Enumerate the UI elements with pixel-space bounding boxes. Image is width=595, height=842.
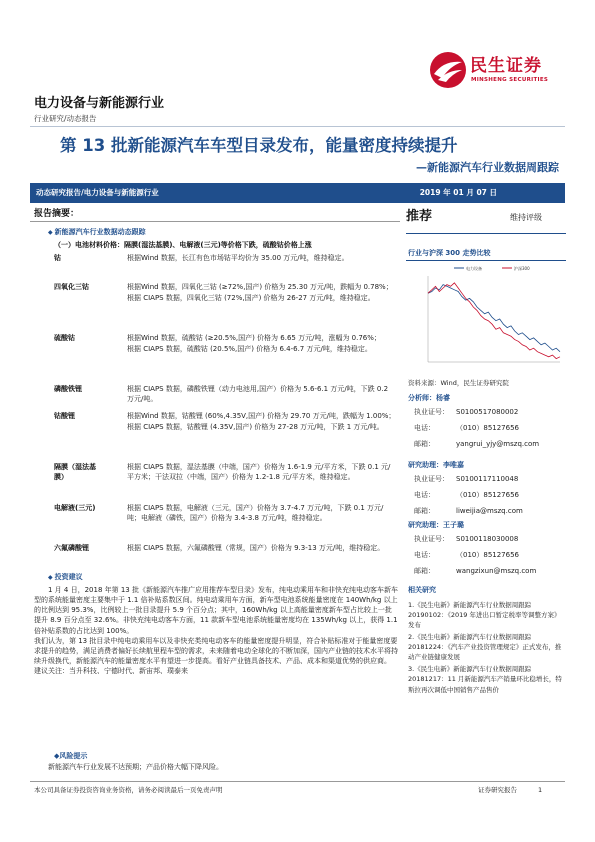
desc-line: 根据 CIAPS 数据，磷酸铁锂（动力电池用,国产）价格为 5.6-6.1 万元/吨，下跌 0.2 万元/吨。	[127, 385, 389, 404]
material-name: 电解液(三元)	[54, 504, 96, 512]
report-subtitle: —新能源汽车行业数据周跟踪	[416, 161, 559, 174]
field-label: 执业证号：	[414, 535, 449, 544]
field-value: （010）85127656	[456, 551, 519, 560]
desc-line: 根据Wind 数据，长江有色市场钴平均价为 35.00 万元/吨，维持稳定。	[127, 254, 349, 262]
field-value: （010）85127656	[456, 424, 519, 433]
analyst-field	[408, 474, 566, 486]
risk-heading	[54, 751, 87, 761]
field-label: 邮箱：	[414, 440, 435, 449]
logo-text-en: MINSHENG SECURITIES	[471, 77, 549, 83]
chart-source: 资料来源：Wind，民生证券研究院	[408, 379, 509, 387]
material-name: 硫酸钴	[54, 334, 75, 342]
desc-line: 根据 CIAPS 数据，四氧化三钴 (72%,国产) 价格为 26-27 万元/吨，维持稳定。	[127, 294, 375, 303]
company-logo	[428, 50, 578, 90]
desc-line: 根据 CIAPS 数据，湿法基膜（中端，国产）价格为 1.6-1.9 元/平方米，下跌 0.1 元/平方米；干法双拉（中端，国产）价格为 1.2-1.8 元/平方米，维持稳定。	[127, 463, 391, 482]
header-divider	[30, 126, 565, 127]
desc-line: 根据Wind 数据，四氧化三钴 (≥72%,国产) 价格为 25.30 万元/吨，跌幅为 0.78%；	[127, 283, 393, 291]
field-label: 邮箱：	[414, 567, 435, 576]
chart-heading: 行业与沪深 300 走势比较	[408, 249, 491, 257]
field-label: 执业证号：	[414, 408, 449, 417]
analyst-role: 研究助理：王子璐	[408, 521, 464, 529]
risk-title: 风险提示	[59, 752, 88, 760]
field-label: 邮箱：	[414, 507, 435, 516]
field-label: 电话：	[414, 491, 435, 500]
series-line	[428, 285, 560, 352]
field-value: S0100118030008	[456, 535, 519, 544]
report-date: 2019 年 01 月 07 日	[419, 188, 497, 197]
invest-heading	[48, 572, 83, 583]
report-category: 动态研究报告/电力设备与新能源行业	[36, 188, 159, 197]
desc-line: 根据 CIAPS 数据，硫酸钴 (20.5%,国产) 价格为 6.4-6.7 万元/吨，维持稳定。	[127, 345, 372, 354]
email-link[interactable]: wangzixun@mszq.com	[456, 567, 537, 576]
analyst-block	[408, 393, 566, 451]
material-name: 磷酸铁锂	[54, 385, 82, 393]
analyst-block	[408, 460, 566, 518]
risk-text: 新能源汽车行业发展不达预期；产品价格大幅下降风险。	[48, 763, 223, 771]
material-name: 钴	[54, 254, 61, 262]
invest-paragraph: 建议关注：当升科技、宁德时代、新宙邦、璞泰来	[34, 667, 188, 676]
email-link[interactable]: liweijia@mszq.com	[456, 507, 523, 516]
section-title: 新能源汽车行业数据动态跟踪	[54, 228, 146, 236]
related-item[interactable]: 3.《民生电新》新能源汽车行业数据周跟踪 20181217：11 月新能源汽车产销量环比稳增长，特斯拉再次调低中国销售产品售价	[408, 665, 562, 694]
material-desc	[127, 282, 397, 304]
field-label: 电话：	[414, 551, 435, 560]
report-type: 行业研究/动态报告	[34, 114, 97, 123]
material-desc	[127, 503, 397, 524]
abstract-title: 报告摘要：	[34, 209, 80, 219]
related-item[interactable]: 1.《民生电新》新能源汽车行业数据周跟踪 20190102：《2019 年进出口暂定税率等调整方案》发布	[408, 601, 561, 630]
section-heading	[48, 227, 146, 238]
material-name: 六氟磷酸锂	[54, 544, 89, 552]
analyst-field	[408, 407, 566, 419]
logo-text-cn: 民生证券	[470, 56, 542, 76]
material-desc	[127, 462, 397, 483]
sidebar-divider	[406, 233, 566, 234]
analyst-field	[408, 423, 566, 435]
report-title: 第 13 批新能源汽车车型目录发布，能量密度持续提升	[60, 136, 458, 155]
invest-paragraph: 我们认为，第 13 批目录中纯电动乘用车以及非快充类纯电动客车的能量密度提升明显，符合补贴标准对于能量密度要求提升的趋势，满足消费者偏好长续航里程车型的需求，未来随着电动全球化的不断加深，国内产业链的技术水平将持续升级换代，新能源汽车的能量密度水平有望进一步提高。看好产业链具备技术、产品、成本和渠道优势的供应商。	[34, 636, 398, 665]
footer-label: 证券研究报告	[478, 786, 517, 794]
industry-name: 电力设备与新能源行业	[34, 96, 165, 111]
material-desc	[127, 411, 397, 433]
abstract-divider	[30, 221, 400, 222]
analyst-field	[408, 506, 566, 518]
material-name: 四氧化三钴	[54, 283, 89, 291]
analyst-role: 分析师：杨睿	[408, 394, 450, 402]
field-value: （010）85127656	[456, 491, 519, 500]
related-item[interactable]: 2.《民生电新》新能源汽车行业数据周跟踪 20181224：《汽车产业投资管理规定》正式发布，推动产业链健康发展	[408, 633, 562, 662]
footer-disclaimer: 本公司具备证券投资咨询业务资格，请务必阅读最后一页免责声明	[34, 786, 223, 794]
analyst-role: 研究助理：李唯嘉	[408, 461, 464, 469]
rating-text: 维持评级	[510, 213, 542, 222]
trend-chart	[406, 262, 566, 374]
analyst-field	[408, 439, 566, 451]
analyst-field	[408, 534, 566, 546]
desc-line: 根据Wind 数据，硫酸钴 (≥20.5%,国产) 价格为 6.65 万元/吨，涨幅为 0.76%；	[127, 334, 381, 342]
analyst-field	[408, 490, 566, 502]
desc-line: 根据 CIAPS 数据，电解液（三元，国产）价格为 3.7-4.7 万元/吨，下跌 0.1 万元/吨；电解液（磷铁，国产）价格为 3.4-3.8 万元/吨，维持稳定。	[127, 504, 384, 523]
desc-line: 根据 CIAPS 数据，钴酸锂 (4.35V,国产) 价格为 27-28 万元/吨，下跌 1 万元/吨。	[127, 423, 384, 432]
desc-line: 根据 CIAPS 数据，六氟磷酸锂（常规，国产）价格为 9.3-13 万元/吨，维持稳定。	[127, 544, 385, 552]
invest-body	[34, 585, 398, 676]
bullet-icon: ◆	[48, 574, 53, 581]
related-list	[408, 600, 566, 697]
legend-label: 沪深300	[514, 266, 530, 271]
email-link[interactable]: yangrui_yjy@mszq.com	[456, 440, 540, 449]
invest-title: 投资建议	[54, 573, 83, 581]
bullet-icon: ◆	[54, 752, 60, 760]
logo-mark-icon	[428, 50, 468, 90]
series-line	[428, 283, 560, 359]
footer-divider	[30, 781, 565, 782]
field-label: 执业证号：	[414, 475, 449, 484]
field-value: S0100117110048	[456, 475, 519, 484]
desc-line: 根据Wind 数据，钴酸锂 (60%,4.35V,国产) 价格为 29.70 万元/吨，跌幅为 1.00%；	[127, 412, 396, 420]
material-name: 钴酸锂	[54, 412, 75, 420]
sidebar-divider	[406, 260, 566, 261]
recommendation: 推荐	[406, 209, 433, 224]
material-desc	[127, 253, 397, 264]
material-desc	[127, 543, 397, 554]
page-number: 1	[538, 786, 543, 794]
bullet-icon: ◆	[48, 229, 53, 236]
material-name: 隔膜（湿法基膜）	[54, 463, 96, 482]
material-desc	[127, 384, 397, 405]
analyst-field	[408, 550, 566, 562]
report-info-bar	[30, 183, 565, 203]
field-label: 电话：	[414, 424, 435, 433]
analyst-block	[408, 520, 566, 578]
related-heading: 相关研究	[408, 586, 436, 594]
material-desc	[127, 333, 397, 355]
analyst-field	[408, 566, 566, 578]
invest-paragraph: 1 月 4 日，2018 年第 13 批《新能源汽车推广应用推荐车型目录》发布，纯电动乘用车和非快充纯电动客车新车型的系统能量密度主要集中于 1.1 倍补贴系数区间。纯电动乘用车方面，新车型电池系统能量密度在 140Wh/kg 以上的比例达到 95.3%，比例较上一批目录提升 5.9 个百分点；其中，160Wh/kg 以上高能量密度新车型占比较上一批提升 8.9 百分点至 32.6%。非快充纯电动客车方面，11 款新车型电池系统能量密度均在 135Wh/kg 以上，获得 1.1 倍补贴系数的占比达到 100%。	[34, 586, 398, 635]
legend-label: 电力设备	[466, 266, 482, 271]
field-value: S0100517080002	[456, 408, 519, 417]
subsection-title: （一）电池材料价格：隔膜(湿法基膜)、电解液(三元)等价格下跌，硫酸钴价格上涨	[54, 241, 312, 249]
